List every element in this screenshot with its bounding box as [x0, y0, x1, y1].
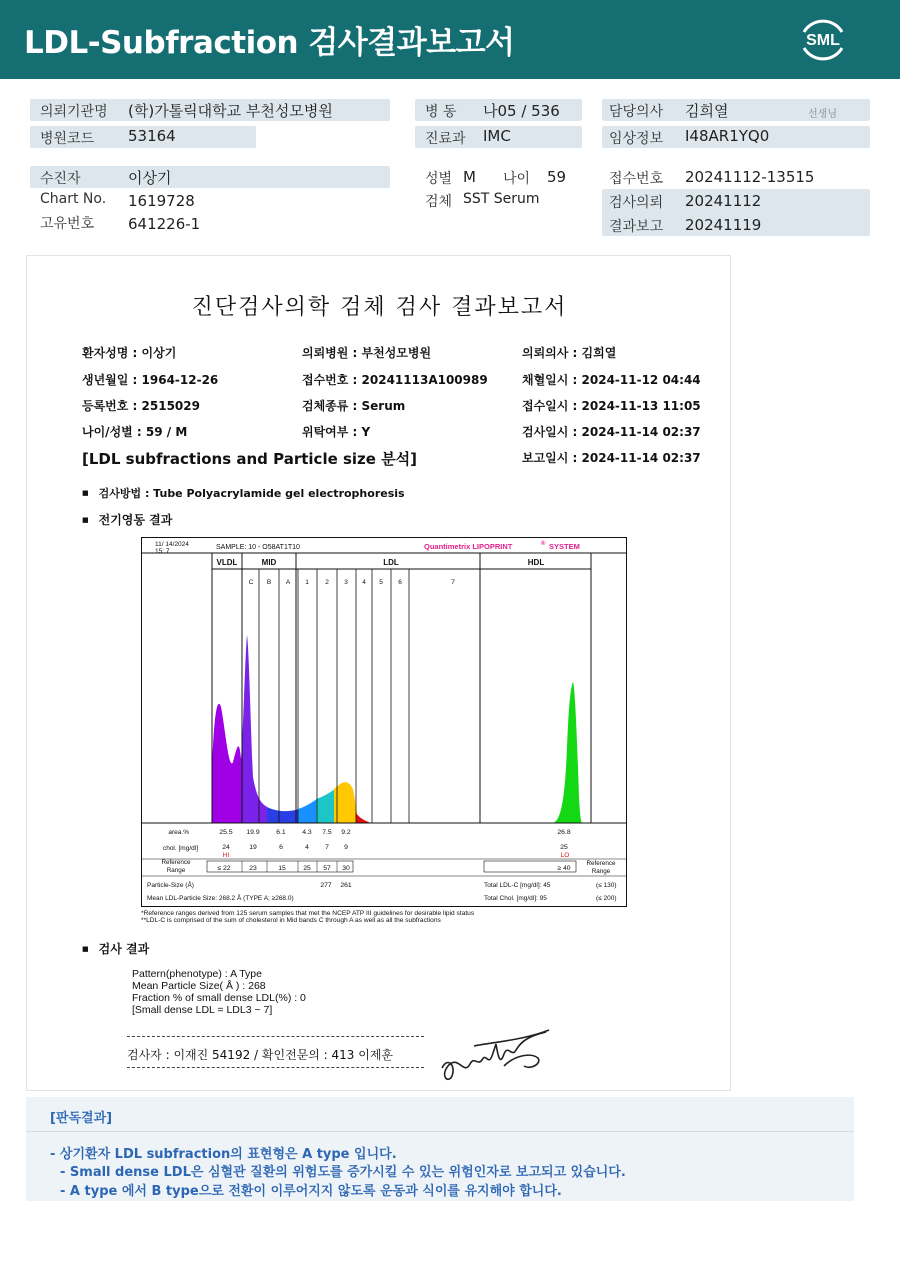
ref-value-3: 25 — [303, 865, 311, 872]
page-header — [0, 0, 900, 79]
unique-value: 641226-1 — [128, 215, 201, 233]
psize-label: Particle-Size (Å) — [147, 882, 194, 889]
chol-value-0: 24 — [222, 844, 230, 851]
age-value: 59 — [547, 168, 567, 186]
area-value-3: 4.3 — [302, 829, 312, 836]
report-field-consign: 위탁여부 : Y — [302, 425, 371, 439]
band-label-1: 1 — [305, 579, 309, 586]
report-field-test-time: 검사일시 : 2024-11-14 02:37 — [522, 425, 701, 439]
ref-value-0: ≤ 22 — [217, 865, 231, 872]
code-value: 53164 — [128, 127, 176, 145]
area-value-4: 7.5 — [322, 829, 332, 836]
band-label-6: 6 — [398, 579, 402, 586]
result-pattern: Pattern(phenotype) : A Type — [132, 968, 262, 980]
band-label-C: C — [248, 579, 254, 586]
chol-value-1: 19 — [249, 844, 257, 851]
sex-label: 성별 — [425, 171, 453, 187]
patient-value: 이상기 — [128, 169, 172, 187]
chol-value-6: 25 — [560, 844, 568, 851]
area-value-1: 19.9 — [246, 829, 260, 836]
result-value: 20241119 — [685, 216, 762, 234]
dept-label: 진료과 — [425, 131, 466, 147]
total-chol-ref: (≤ 200) — [596, 895, 617, 902]
chart-brand: Quantimetrix LIPOPRINT — [424, 542, 513, 551]
report-field-doctor: 의뢰의사 : 김희열 — [522, 346, 617, 360]
chart-no-value: 1619728 — [128, 192, 195, 210]
group-label-hdl: HDL — [527, 558, 545, 567]
report-field-name: 환자성명 : 이상기 — [82, 346, 177, 360]
band-label-5: 5 — [379, 579, 383, 586]
report-field-draw: 채혈일시 : 2024-11-12 04:44 — [522, 373, 701, 387]
specimen-value: SST Serum — [463, 191, 540, 207]
report-field-receipt-time: 접수일시 : 2024-11-13 11:05 — [522, 399, 701, 413]
sex-value: M — [463, 168, 476, 186]
ref-value-5: 30 — [342, 865, 350, 872]
group-label-mid: MID — [261, 558, 277, 567]
chart-no-label: Chart No. — [40, 191, 107, 207]
report-section-title: [LDL subfractions and Particle size 분석] — [82, 450, 418, 468]
report-field-report-time: 보고일시 : 2024-11-14 02:37 — [522, 451, 701, 465]
report-field-receipt: 접수번호 : 20241113A100989 — [302, 373, 488, 387]
unique-label: 고유번호 — [40, 216, 95, 232]
receipt-label: 접수번호 — [609, 171, 664, 187]
electrophoresis-chart — [141, 537, 627, 907]
code-label: 병원코드 — [40, 131, 95, 147]
mean-ldl-label: Mean LDL-Particle Size: 268.2 Å (TYPE A; ≥268.0) — [147, 895, 294, 902]
chol-value-3: 4 — [305, 844, 309, 851]
psize-value-0: 277 — [320, 882, 332, 889]
band-label-B: B — [266, 579, 272, 586]
report-field-specimen: 검체종류 : Serum — [302, 399, 406, 413]
footnote-2: **LDL-C is comprised of the sum of cholesterol in Mid bands C through A as well as all the subfractions — [141, 917, 441, 924]
band-label-2: 2 — [325, 579, 329, 586]
result-fraction: Fraction % of small dense LDL(%) : 0 — [132, 992, 306, 1004]
chart-footnotes — [141, 910, 641, 924]
report-field-hospital: 의뢰병원 : 부천성모병원 — [302, 346, 432, 360]
chol-value-2: 6 — [279, 844, 283, 851]
judgement-panel — [26, 1097, 854, 1201]
hospital-value: (학)가톨릭대학교 부천성모병원 — [128, 102, 333, 120]
judgement-header: [판독결과] — [50, 1111, 113, 1126]
total-ldl-ref: (≤ 130) — [596, 882, 617, 889]
chol-value-4: 7 — [325, 844, 329, 851]
electro-heading: ■ 전기영동 결과 — [82, 511, 172, 528]
info-row-patient — [30, 166, 390, 188]
row-label-chol: chol. [mg/dl] — [162, 845, 198, 852]
clinical-label: 임상정보 — [609, 131, 664, 147]
total-ldl-label: Total LDL-C [mg/dl]: 45 — [484, 882, 551, 889]
chart-brand-sup: ® — [541, 541, 546, 547]
ref-value-6: ≥ 40 — [557, 865, 571, 872]
band-label-3: 3 — [344, 579, 348, 586]
judgement-line-1: - 상기환자 LDL subfraction의 표현형은 A type 입니다. — [50, 1147, 397, 1162]
ward-value: 나05 / 536 — [483, 102, 560, 120]
divider-bottom — [127, 1067, 424, 1068]
row-label-area: area.% — [168, 829, 189, 836]
band-label-7: 7 — [451, 579, 455, 586]
dept-value: IMC — [483, 127, 511, 145]
area-value-0: 25.5 — [219, 829, 233, 836]
area-value-6: 26.8 — [557, 829, 571, 836]
chol-value-5: 9 — [344, 844, 348, 851]
area-value-5: 9.2 — [341, 829, 351, 836]
group-label-vldl: VLDL — [216, 558, 238, 567]
ward-label: 병 동 — [425, 104, 457, 120]
specimen-label: 검체 — [425, 194, 453, 210]
ref-value-2: 15 — [278, 865, 286, 872]
tester-line: 검사자 : 이재진 54192 / 확인전문의 : 413 이제훈 — [127, 1048, 394, 1062]
result-small-dense: [Small dense LDL = LDL3 ~ 7] — [132, 1004, 273, 1016]
signature-image — [434, 1026, 554, 1088]
report-field-agesex: 나이/성별 : 59 / M — [82, 425, 188, 439]
patient-label: 수진자 — [40, 171, 81, 187]
report-field-reg: 등록번호 : 2515029 — [82, 399, 200, 413]
request-value: 20241112 — [685, 192, 762, 210]
ref-right-2: Range — [591, 868, 611, 875]
age-label: 나이 — [503, 171, 531, 187]
result-label: 결과보고 — [609, 219, 664, 235]
judgement-line-3: - A type 에서 B type으로 전환이 이루어지지 않도록 운동과 식이를 유지해야 합니다. — [60, 1184, 562, 1199]
psize-value-1: 261 — [340, 882, 352, 889]
result-mean-size: Mean Particle Size( Å ) : 268 — [132, 980, 266, 992]
method-line: ■ 검사방법 : Tube Polyacrylamide gel electrophoresis — [82, 485, 405, 501]
chart-date: 11/ 14/2024 — [155, 541, 189, 548]
area-value-2: 6.1 — [276, 829, 286, 836]
ref-label-1: Reference — [161, 859, 191, 866]
sml-logo — [796, 14, 850, 64]
group-label-ldl: LDL — [383, 558, 399, 567]
chart-time: 15: 7 — [155, 548, 170, 555]
doctor-suffix: 선생님 — [808, 109, 837, 120]
judgement-line-2: - Small dense LDL은 심혈관 질환의 위험도를 증가시킬 수 있는 위험인자로 보고되고 있습니다. — [60, 1165, 626, 1180]
divider-top — [127, 1036, 424, 1037]
ref-value-1: 23 — [249, 865, 257, 872]
ref-right-1: Reference — [586, 860, 616, 867]
ref-value-4: 57 — [323, 865, 331, 872]
page-title: LDL-Subfraction 검사결과보고서 — [24, 25, 515, 61]
doctor-label: 담당의사 — [609, 104, 664, 120]
results-heading: ■ 검사 결과 — [82, 940, 149, 957]
hospital-label: 의뢰기관명 — [40, 104, 108, 120]
band-label-4: 4 — [362, 579, 366, 586]
receipt-value: 20241112-13515 — [685, 168, 815, 186]
chart-sample: SAMPLE: 10 - O58AT1T10 — [216, 544, 300, 551]
flag-hi: HI — [222, 852, 230, 859]
request-label: 검사의뢰 — [609, 195, 664, 211]
report-field-birth: 생년월일 : 1964-12-26 — [82, 373, 219, 387]
total-chol-label: Total Chol. [mg/dl]: 95 — [484, 895, 547, 902]
judgement-divider — [26, 1131, 854, 1132]
ref-label-2: Range — [166, 867, 186, 874]
doctor-value: 김희열 — [685, 102, 729, 120]
footnote-1: *Reference ranges derived from 125 serum samples that met the NCEP ATP III guidelines for desirable lipid status — [141, 910, 475, 917]
clinical-value: I48AR1YQ0 — [685, 127, 770, 145]
band-label-A: A — [285, 579, 291, 586]
chart-brand-tail: SYSTEM — [549, 542, 580, 551]
chart-frame-bg — [141, 537, 627, 907]
report-title: 진단검사의학 검체 검사 결과보고서 — [191, 295, 568, 320]
flag-lo: LO — [560, 852, 570, 859]
logo-text: SML — [806, 32, 840, 49]
